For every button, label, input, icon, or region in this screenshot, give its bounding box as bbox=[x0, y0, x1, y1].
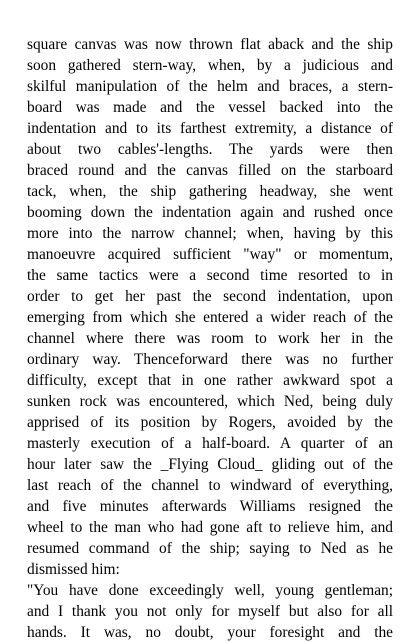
text-line: order to get her past the second indentation, upon bbox=[27, 288, 393, 305]
text-line: and five minutes afterwards Williams resigned the bbox=[27, 498, 393, 515]
text-line: ordinary way. Thenceforward there was no further bbox=[27, 351, 393, 368]
text-line: wheel to the man who had gone aft to relieve him, and bbox=[27, 519, 393, 536]
text-line: more into the narrow channel; when, having by this bbox=[27, 225, 393, 242]
text-line: last reach of the channel to windward of everything, bbox=[27, 477, 393, 494]
text-line: tack, when, the ship gathering headway, she went bbox=[27, 183, 393, 200]
text-line: "You have done exceedingly well, young gentleman; bbox=[27, 582, 393, 599]
text-line: square canvas was now thrown flat aback and the ship bbox=[27, 36, 393, 53]
text-line: difficulty, except that in one rather awkward spot a bbox=[27, 372, 393, 389]
text-line: braced round and the canvas filled on the starboard bbox=[27, 162, 393, 179]
text-line: the same tactics were a second time resorted to in bbox=[27, 267, 393, 284]
text-line: channel where there was room to work her in the bbox=[27, 330, 393, 347]
text-line: skilful manipulation of the helm and braces, a stern- bbox=[27, 78, 393, 95]
text-line: manoeuvre acquired sufficient "way" or momentum, bbox=[27, 246, 393, 263]
text-line: resumed command of the ship; saying to Ned as he bbox=[27, 540, 393, 557]
text-line: hour later saw the _Flying Cloud_ gliding out of the bbox=[27, 456, 393, 473]
text-line: dismissed him: bbox=[27, 561, 120, 578]
text-line: and I thank you not only for myself but also for all bbox=[27, 603, 393, 620]
text-line: masterly execution of a half-board. A quarter of an bbox=[27, 435, 393, 452]
text-line: board was made and the vessel backed into the bbox=[27, 99, 393, 116]
text-line: soon gathered stern-way, when, by a judicious and bbox=[27, 57, 393, 74]
text-line: emerging from which she entered a wider reach of the bbox=[27, 309, 393, 326]
text-line: apprised of its position by Rogers, avoided by the bbox=[27, 414, 393, 431]
text-line: hands. It was, no doubt, your foresight and the bbox=[27, 624, 393, 641]
text-line: about two cables'-lengths. The yards were then bbox=[27, 141, 393, 158]
body-text bbox=[27, 34, 393, 643]
text-line: sunken rock was encountered, which Ned, being duly bbox=[27, 393, 393, 410]
text-line: indentation and to its farthest extremity, a distance of bbox=[27, 120, 393, 137]
text-line: booming down the indentation again and rushed once bbox=[27, 204, 393, 221]
